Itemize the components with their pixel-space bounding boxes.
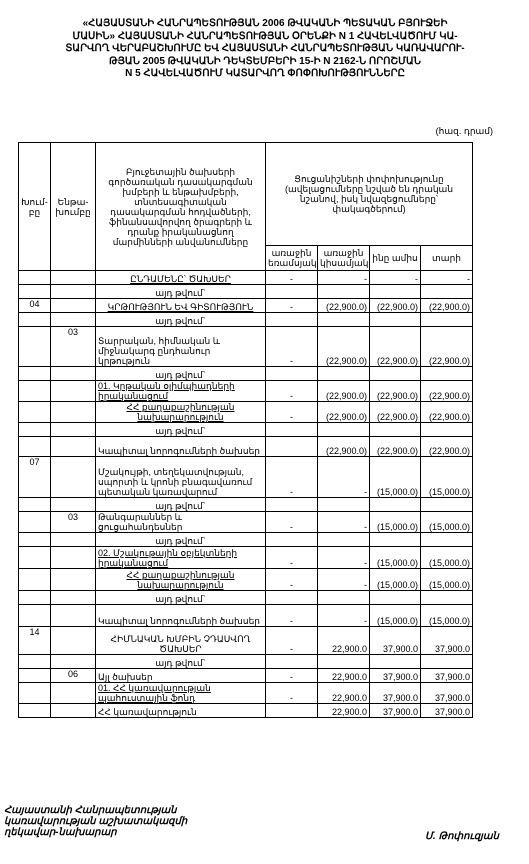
row-h1: - (318, 457, 370, 498)
row-description: այդ թվում` (96, 285, 266, 299)
row-description: Կապիտալ նորոգումների ծախսեր (96, 437, 266, 457)
row-year: (22,900.0) (421, 402, 473, 423)
row-subgroup (51, 533, 96, 547)
row-m9: (22,900.0) (370, 299, 421, 313)
row-description: այդ թվում` (96, 498, 266, 512)
row-description: 01. Կրթական օլիմպիադների իրականացում (96, 381, 266, 402)
row-year: 37,900.0 (421, 669, 473, 683)
row-h1 (318, 533, 370, 547)
row-group: 14 (19, 627, 51, 655)
row-q1: - (266, 327, 318, 367)
row-group (19, 285, 51, 299)
row-h1 (318, 313, 370, 327)
row-description: Տարրական, հիմնական և միջնակարգ ընդհանուր կրթություն (96, 327, 266, 367)
row-q1: - (266, 402, 318, 423)
row-group (19, 512, 51, 533)
row-description: ՀՀ կառավարություն (96, 704, 266, 718)
row-m9: (15,000.0) (370, 569, 421, 591)
row-year: 37,900.0 (421, 627, 473, 655)
row-year (421, 498, 473, 512)
row-group (19, 683, 51, 704)
row-subgroup (51, 457, 96, 498)
row-subgroup (51, 271, 96, 285)
row-year: (15,000.0) (421, 569, 473, 591)
row-h1 (318, 367, 370, 381)
row-m9 (370, 498, 421, 512)
row-year (421, 313, 473, 327)
row-group (19, 669, 51, 683)
row-year (421, 285, 473, 299)
row-q1: - (266, 569, 318, 591)
row-m9: 37,900.0 (370, 683, 421, 704)
row-year (421, 591, 473, 605)
row-year: (15,000.0) (421, 457, 473, 498)
row-q1 (266, 285, 318, 299)
header-description: Բյուջետային ծախսերի գործառական դասակարգման խմբերի և ենթախմբերի, տնտեսագիտական դասակարգման հոդվածների, ֆինանսավորվող ծրագրերի և դրանք իրականացնող մարմինների անվանումները (96, 143, 266, 271)
row-q1: - (266, 605, 318, 627)
row-description: 01. ՀՀ կառավարության պահուստային ֆոնդ (96, 683, 266, 704)
row-m9 (370, 423, 421, 437)
row-h1: (22,900.0) (318, 327, 370, 367)
table-row (19, 683, 473, 704)
row-subgroup: 06 (51, 669, 96, 683)
row-group: 07 (19, 457, 51, 498)
row-subgroup (51, 299, 96, 313)
row-group (19, 381, 51, 402)
row-h1: 22,900.0 (318, 627, 370, 655)
row-year: 37,900.0 (421, 704, 473, 718)
table-row (19, 569, 473, 591)
row-m9: (15,000.0) (370, 512, 421, 533)
table-row (19, 423, 473, 437)
row-q1: - (266, 457, 318, 498)
row-h1: (22,900.0) (318, 381, 370, 402)
row-q1: - (266, 627, 318, 655)
row-subgroup (51, 367, 96, 381)
row-description: Այլ ծախսեր (96, 669, 266, 683)
row-description: Մշակույթի, տեղեկատվության, սպորտի և կրոնի բնագավառում պետական կառավարում (96, 457, 266, 498)
row-h1: (22,900.0) (318, 402, 370, 423)
row-m9: 37,900.0 (370, 704, 421, 718)
row-subgroup: 03 (51, 327, 96, 367)
row-year: 37,900.0 (421, 683, 473, 704)
row-h1: - (318, 547, 370, 569)
row-year: (15,000.0) (421, 605, 473, 627)
row-h1 (318, 498, 370, 512)
row-description: Թանգարաններ և ցուցահանդեսներ (96, 512, 266, 533)
table-row (19, 669, 473, 683)
row-h1: (22,900.0) (318, 299, 370, 313)
row-subgroup (51, 569, 96, 591)
row-group (19, 402, 51, 423)
row-m9: (15,000.0) (370, 457, 421, 498)
row-year (421, 655, 473, 669)
row-description: այդ թվում` (96, 533, 266, 547)
row-h1: 22,900.0 (318, 704, 370, 718)
table-row (19, 655, 473, 669)
row-group (19, 547, 51, 569)
budget-table (18, 142, 473, 718)
row-h1: - (318, 569, 370, 591)
row-group (19, 437, 51, 457)
table-row (19, 605, 473, 627)
row-q1 (266, 591, 318, 605)
row-group (19, 313, 51, 327)
row-m9 (370, 533, 421, 547)
row-year: (15,000.0) (421, 547, 473, 569)
table-row (19, 367, 473, 381)
row-group (19, 704, 51, 718)
row-h1: - (318, 605, 370, 627)
row-subgroup (51, 285, 96, 299)
row-h1 (318, 285, 370, 299)
row-year: (22,900.0) (421, 299, 473, 313)
row-h1: - (318, 512, 370, 533)
row-q1 (266, 655, 318, 669)
row-year (421, 423, 473, 437)
row-m9: (22,900.0) (370, 327, 421, 367)
unit-label: (հազ. դրամ) (435, 126, 493, 136)
row-q1: - (266, 547, 318, 569)
row-q1 (266, 498, 318, 512)
row-subgroup (51, 437, 96, 457)
row-h1 (318, 423, 370, 437)
table-row (19, 437, 473, 457)
table-row (19, 402, 473, 423)
row-group (19, 605, 51, 627)
row-m9: 37,900.0 (370, 669, 421, 683)
header-h1: առաջին կիսամյակ (318, 246, 370, 271)
row-m9 (370, 313, 421, 327)
row-m9 (370, 285, 421, 299)
row-m9: (15,000.0) (370, 605, 421, 627)
row-subgroup (51, 498, 96, 512)
row-q1: - (266, 271, 318, 285)
table-row (19, 512, 473, 533)
header-group: Խում- բը (19, 143, 51, 271)
header-change: Ցուցանիշների փոփոխությունը (ավելացումները նշված են դրական նշանով, իսկ նվազեցումները՝ փակագծերում) (266, 143, 473, 246)
row-group: 04 (19, 299, 51, 313)
header-subgroup: Ենթա- խումբը (51, 143, 96, 271)
row-m9: (22,900.0) (370, 402, 421, 423)
table-body (19, 271, 473, 718)
row-subgroup (51, 381, 96, 402)
row-subgroup (51, 655, 96, 669)
row-subgroup (51, 627, 96, 655)
table-row (19, 498, 473, 512)
row-subgroup: 03 (51, 512, 96, 533)
signatory-name: Մ. Թոփուզյան (425, 831, 499, 842)
row-m9: (22,900.0) (370, 437, 421, 457)
row-subgroup (51, 591, 96, 605)
table-row (19, 271, 473, 285)
table-row (19, 285, 473, 299)
row-q1: - (266, 512, 318, 533)
row-m9 (370, 367, 421, 381)
row-subgroup (51, 547, 96, 569)
row-q1: - (266, 669, 318, 683)
row-m9: - (370, 271, 421, 285)
row-h1: 22,900.0 (318, 669, 370, 683)
table-row (19, 313, 473, 327)
row-h1: 22,900.0 (318, 683, 370, 704)
row-m9 (370, 655, 421, 669)
row-m9: (15,000.0) (370, 547, 421, 569)
row-description: ԸՆԴԱՄԵՆԸ՝ ԾԱԽՍԵՐ (96, 271, 266, 285)
row-group (19, 591, 51, 605)
row-q1 (266, 437, 318, 457)
row-description: այդ թվում` (96, 313, 266, 327)
row-year (421, 533, 473, 547)
row-subgroup (51, 313, 96, 327)
table-row (19, 299, 473, 313)
row-h1: (22,900.0) (318, 437, 370, 457)
row-year: (22,900.0) (421, 327, 473, 367)
row-description: 02. Մշակութային օբյեկտների իրականացում (96, 547, 266, 569)
header-m9: ինը ամիս (370, 246, 421, 271)
row-h1: - (318, 271, 370, 285)
row-group (19, 533, 51, 547)
row-year: (15,000.0) (421, 512, 473, 533)
table-row (19, 381, 473, 402)
row-subgroup (51, 605, 96, 627)
table-row (19, 704, 473, 718)
table-row (19, 591, 473, 605)
row-group (19, 498, 51, 512)
row-group (19, 423, 51, 437)
row-description: այդ թվում` (96, 367, 266, 381)
row-description: այդ թվում` (96, 655, 266, 669)
row-subgroup (51, 704, 96, 718)
row-year: (22,900.0) (421, 381, 473, 402)
row-h1 (318, 591, 370, 605)
row-description: ՀԻՄՆԱԿԱՆ ԽՄԲԻՆ ՉԴԱՍՎՈՂ ԾԱԽՍԵՐ (96, 627, 266, 655)
row-q1 (266, 704, 318, 718)
row-m9: (22,900.0) (370, 381, 421, 402)
row-q1: - (266, 683, 318, 704)
row-q1 (266, 367, 318, 381)
table-row (19, 547, 473, 569)
row-year: (22,900.0) (421, 437, 473, 457)
row-q1 (266, 423, 318, 437)
table-row (19, 627, 473, 655)
row-m9 (370, 591, 421, 605)
row-subgroup (51, 402, 96, 423)
row-group (19, 327, 51, 367)
row-description: ՀՀ քաղաքաշինության նախարարություն (96, 569, 266, 591)
signatory-position: Հայաստանի Հանրապետության կառավարության աշխատակազմի ղեկավար-նախարար (4, 805, 188, 838)
document-title: «ՀԱՅԱՍՏԱՆԻ ՀԱՆՐԱՊԵՏՈՒԹՅԱՆ 2006 ԹՎԱԿԱՆԻ ՊԵՏԱԿԱՆ ԲՅՈՒՋԵԻ ՄԱՍԻՆ» ՀԱՅԱՍՏԱՆԻ ՀԱՆՐԱՊԵՏՈՒԹՅԱՆ ՕՐԵՆՔԻ N 1 ՀԱՎԵԼՎԱԾՈՒՄ ԿԱ- ՏԱՐՎՈՂ ՎԵՐԱԲԱՇԽՈՒՄԸ ԵՎ ՀԱՅԱՍՏԱՆԻ ՀԱՆՐԱՊԵՏՈՒԹՅԱՆ ԿԱՌԱՎԱՐՈՒ- ԹՅԱՆ 2005 ԹՎԱԿԱՆԻ ԴԵԿՏԵՄԲԵՐԻ 15-Ի N 2162-Ն ՈՐՈՇՄԱՆ N 5 ՀԱՎԵԼՎԱԾՈՒՄ ԿԱՏԱՐՎՈՂ ՓՈՓՈԽՈՒԹՅՈՒՆՆԵՐԸ (65, 18, 465, 79)
row-subgroup (51, 423, 96, 437)
row-group (19, 367, 51, 381)
row-description: ՀՀ քաղաքաշինության նախարարություն (96, 402, 266, 423)
row-description: Կապիտալ նորոգումների ծախսեր (96, 605, 266, 627)
row-year (421, 367, 473, 381)
row-subgroup (51, 683, 96, 704)
row-group (19, 271, 51, 285)
table-row (19, 457, 473, 498)
row-group (19, 569, 51, 591)
row-m9: 37,900.0 (370, 627, 421, 655)
row-description: ԿՐԹՈՒԹՅՈՒՆ ԵՎ ԳԻՏՈՒԹՅՈՒՆ (96, 299, 266, 313)
row-h1 (318, 655, 370, 669)
row-description: այդ թվում` (96, 591, 266, 605)
header-year: տարի (421, 246, 473, 271)
row-description: այդ թվում` (96, 423, 266, 437)
row-q1 (266, 313, 318, 327)
table-row (19, 327, 473, 367)
row-group (19, 655, 51, 669)
table-row (19, 533, 473, 547)
header-q1: առաջին եռամսյակ (266, 246, 318, 271)
row-q1: - (266, 299, 318, 313)
row-q1 (266, 533, 318, 547)
row-q1: - (266, 381, 318, 402)
row-year: - (421, 271, 473, 285)
